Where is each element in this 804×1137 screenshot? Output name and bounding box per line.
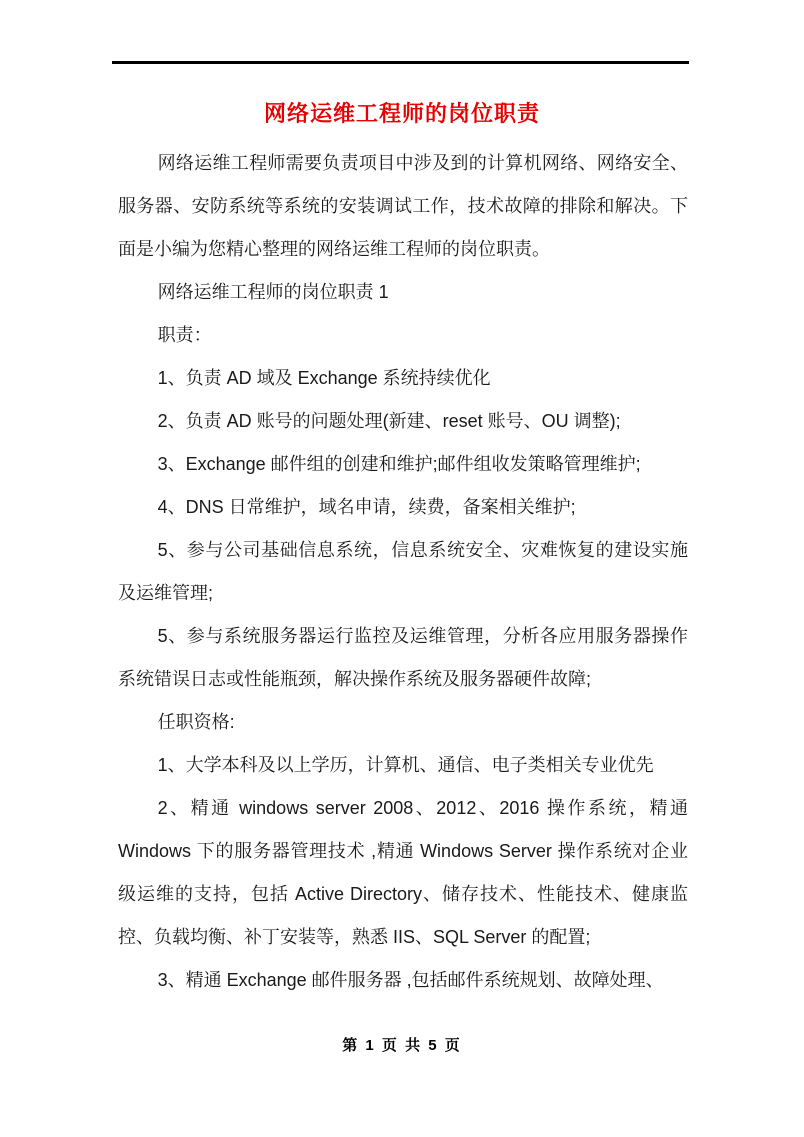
paragraph: 5、参与公司基础信息系统，信息系统安全、灾难恢复的建设实施及运维管理; [118,540,688,603]
paragraph: 1、负责 AD 域及 Exchange 系统持续优化 [157,368,491,388]
paragraph: 4、DNS 日常维护，域名申请，续费，备案相关维护; [157,497,576,517]
paragraph: 职责： [157,325,212,345]
paragraph: 3、Exchange 邮件组的创建和维护;邮件组收发策略管理维护; [157,454,641,474]
paragraph: 网络运维工程师需要负责项目中涉及到的计算机网络、网络安全、服务器、安防系统等系统的安装调试工作，技术故障的排除和解决。下面是小编为您精心整理的网络运维工程师的岗位职责。 [118,153,688,259]
title-divider-rule [112,61,689,64]
page-footer: 第 1 页 共 5 页 [342,1037,462,1054]
paragraph: 2、精通 windows server 2008、2012、2016 操作系统，精通 Windows 下的服务器管理技术 ,精通 Windows Server 操作系统对企业级运维的支持，包括 Active Directory、储存技术、性能技术、健康监控、负载均衡、补丁安装等，熟悉 IIS、SQL Server 的配置; [118,798,688,947]
paragraphs-container [118,142,688,1002]
document-body [118,142,688,1002]
paragraph: 3、精通 Exchange 邮件服务器 ,包括邮件系统规划、故障处理、 [157,970,664,990]
paragraph: 2、负责 AD 账号的问题处理(新建、reset 账号、OU 调整); [157,411,621,431]
document-title: 网络运维工程师的岗位职责 [263,100,540,126]
paragraph: 1、大学本科及以上学历，计算机、通信、电子类相关专业优先 [157,755,654,775]
paragraph: 任职资格: [157,712,235,732]
paragraph: 5、参与系统服务器运行监控及运维管理，分析各应用服务器操作系统错误日志或性能瓶颈，解决操作系统及服务器硬件故障; [118,626,688,689]
paragraph: 网络运维工程师的岗位职责 1 [157,282,389,302]
